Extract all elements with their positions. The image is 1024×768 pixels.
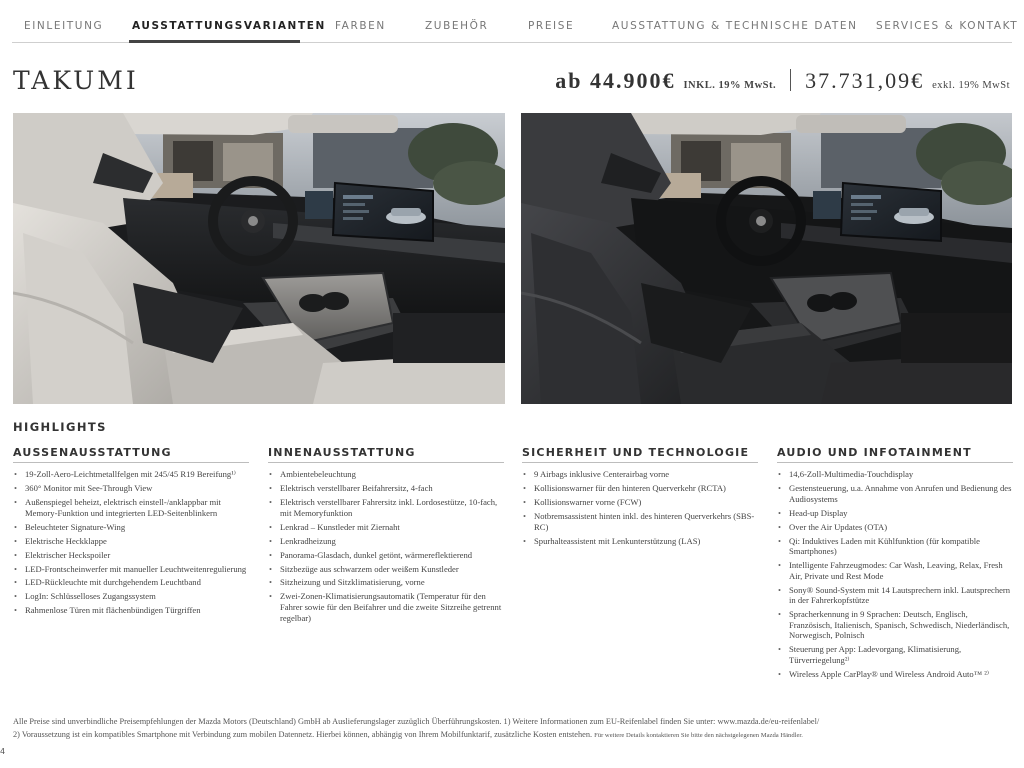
- list-item: • Wireless Apple CarPlay® und Wireless Android Auto™ ²⁾: [777, 669, 1013, 680]
- list-item: • Steuerung per App: Ladevorgang, Klimatisierung, Türverriegelung²⁾: [777, 644, 1013, 665]
- list-item: • Over the Air Updates (OTA): [777, 522, 1013, 533]
- interior-photo-light: [13, 113, 505, 404]
- nav-zubehoer[interactable]: ZUBEHÖR: [425, 20, 489, 32]
- price-row: [555, 68, 1010, 94]
- list-item: • Qi: Induktives Laden mit Kühlfunktion (für kompatible Smartphones): [777, 536, 1013, 557]
- feature-list: [522, 469, 758, 546]
- list-item: • Beleuchteter Signature-Wing: [13, 522, 249, 533]
- list-item: • Intelligente Fahrzeugmodes: Car Wash, Leaving, Relax, Fresh Air, Private und Rest Mode: [777, 560, 1013, 581]
- column-sicherheit-technologie: [522, 446, 758, 550]
- nav-ausstattung-technische-daten[interactable]: AUSSTATTUNG & TECHNISCHE DATEN: [612, 20, 858, 32]
- list-item: • LED-Frontscheinwerfer mit manueller Leuchtweitenregulierung: [13, 564, 249, 575]
- list-item: • 360° Monitor mit See-Through View: [13, 483, 249, 494]
- list-item: • Elektrischer Heckspoiler: [13, 550, 249, 561]
- list-item: • Lenkradheizung: [268, 536, 504, 547]
- feature-list: [268, 469, 504, 623]
- list-item: • Elektrische Heckklappe: [13, 536, 249, 547]
- list-item: • Panorama-Glasdach, dunkel getönt, wärmereflektierend: [268, 550, 504, 561]
- column-audio-infotainment: [777, 446, 1013, 683]
- list-item: • Außenspiegel beheizt, elektrisch einstell-/anklappbar mit Memory-Funktion und integrierten LED-Seitenblinkern: [13, 497, 249, 518]
- price-net-note: exkl. 19% MwSt: [932, 80, 1010, 91]
- nav-ausstattungsvarianten[interactable]: AUSSTATTUNGSVARIANTEN: [132, 20, 326, 32]
- feature-list: [777, 469, 1013, 680]
- nav-einleitung[interactable]: EINLEITUNG: [24, 20, 104, 32]
- list-item: • Sitzheizung und Sitzklimatisierung, vorne: [268, 577, 504, 588]
- list-item: • Elektrisch verstellbarer Fahrersitz inkl. Lordosestütze, 10-fach, mit Memoryfunktion: [268, 497, 504, 518]
- list-item: • Sitzbezüge aus schwarzem oder weißem Kunstleder: [268, 564, 504, 575]
- list-item: • Kollisionswarner vorne (FCW): [522, 497, 758, 508]
- active-tab-indicator: [129, 40, 300, 43]
- column-aussenausstattung: [13, 446, 249, 619]
- price-divider: [790, 69, 791, 91]
- list-item: • 19-Zoll-Aero-Leichtmetallfelgen mit 245/45 R19 Bereifung¹⁾: [13, 469, 249, 480]
- column-innenausstattung: [268, 446, 504, 627]
- nav-farben[interactable]: FARBEN: [335, 20, 386, 32]
- column-heading: SICHERHEIT UND TECHNOLOGIE: [522, 446, 758, 463]
- list-item: • Notbremsassistent hinten inkl. des hinteren Querverkehrs (SBS-RC): [522, 511, 758, 532]
- price-gross-note: INKL. 19% MwSt.: [683, 80, 777, 91]
- column-heading: AUDIO UND INFOTAINMENT: [777, 446, 1013, 463]
- list-item: • Spurhalteassistent mit Lenkunterstützung (LAS): [522, 536, 758, 547]
- list-item: • Spracherkennung in 9 Sprachen: Deutsch, Englisch, Französisch, Italienisch, Spanisch, Schwedisch, Niederländisch, Norwegisch, Polnisch: [777, 609, 1013, 641]
- list-item: • Lenkrad – Kunstleder mit Ziernaht: [268, 522, 504, 533]
- list-item: • LogIn: Schlüsselloses Zugangssystem: [13, 591, 249, 602]
- list-item: • Rahmenlose Türen mit flächenbündigen Türgriffen: [13, 605, 249, 616]
- footnote-text: 2) Voraussetzung ist ein kompatibles Smartphone mit Verbindung zum mobilen Datennetz. Hierbei können, abhängig von Ihrem Mobilfunktarif, zusätzliche Kosten entstehen.: [13, 730, 593, 739]
- feature-list: [13, 469, 249, 616]
- list-item: • Head-up Display: [777, 508, 1013, 519]
- highlights-heading: HIGHLIGHTS: [13, 420, 107, 434]
- price-net: 37.731,09€: [805, 68, 925, 93]
- list-item: • Sony® Sound-System mit 14 Lautsprechern inkl. Lautsprechern in der Fahrerkopfstütze: [777, 585, 1013, 606]
- column-heading: INNENAUSSTATTUNG: [268, 446, 504, 463]
- list-item: • Zwei-Zonen-Klimatisierungsautomatik (Temperatur für den Fahrer sowie für den Beifahrer und die zweite Sitzreihe getrennt regelbar): [268, 591, 504, 623]
- trim-title: TAKUMI: [13, 66, 139, 95]
- price-gross: ab 44.900€: [555, 68, 676, 93]
- list-item: • LED-Rückleuchte mit durchgehendem Leuchtband: [13, 577, 249, 588]
- list-item: • 9 Airbags inklusive Centerairbag vorne: [522, 469, 758, 480]
- list-item: • Ambientebeleuchtung: [268, 469, 504, 480]
- nav-preise[interactable]: PREISE: [528, 20, 575, 32]
- list-item: • Kollisionswarner für den hinteren Querverkehr (RCTA): [522, 483, 758, 494]
- list-item: • Gestensteuerung, u.a. Annahme von Anrufen und Bedienung des Audiosystems: [777, 483, 1013, 504]
- column-heading: AUSSENAUSSTATTUNG: [13, 446, 249, 463]
- footnote-small-text: Für weitere Details kontaktieren Sie bitte den nächstgelegenen Mazda Händler.: [594, 732, 803, 739]
- top-navigation: [12, 14, 1019, 43]
- page-number: 4: [0, 747, 6, 756]
- nav-services-kontakt[interactable]: SERVICES & KONTAKT: [876, 20, 1019, 32]
- list-item: • 14,6-Zoll-Multimedia-Touchdisplay: [777, 469, 1013, 480]
- list-item: • Elektrisch verstellbarer Beifahrersitz, 4-fach: [268, 483, 504, 494]
- footnote-line-2: [13, 730, 803, 739]
- footnote-line-1: Alle Preise sind unverbindliche Preisempfehlungen der Mazda Motors (Deutschland) GmbH ab Auslieferungslager zuzüglich Überführungskosten. 1) Weitere Informationen zum EU-Reifenlabel finden Sie unter: www.mazda.de/eu-reifenlabel/: [13, 717, 820, 726]
- interior-photo-dark: [521, 113, 1012, 404]
